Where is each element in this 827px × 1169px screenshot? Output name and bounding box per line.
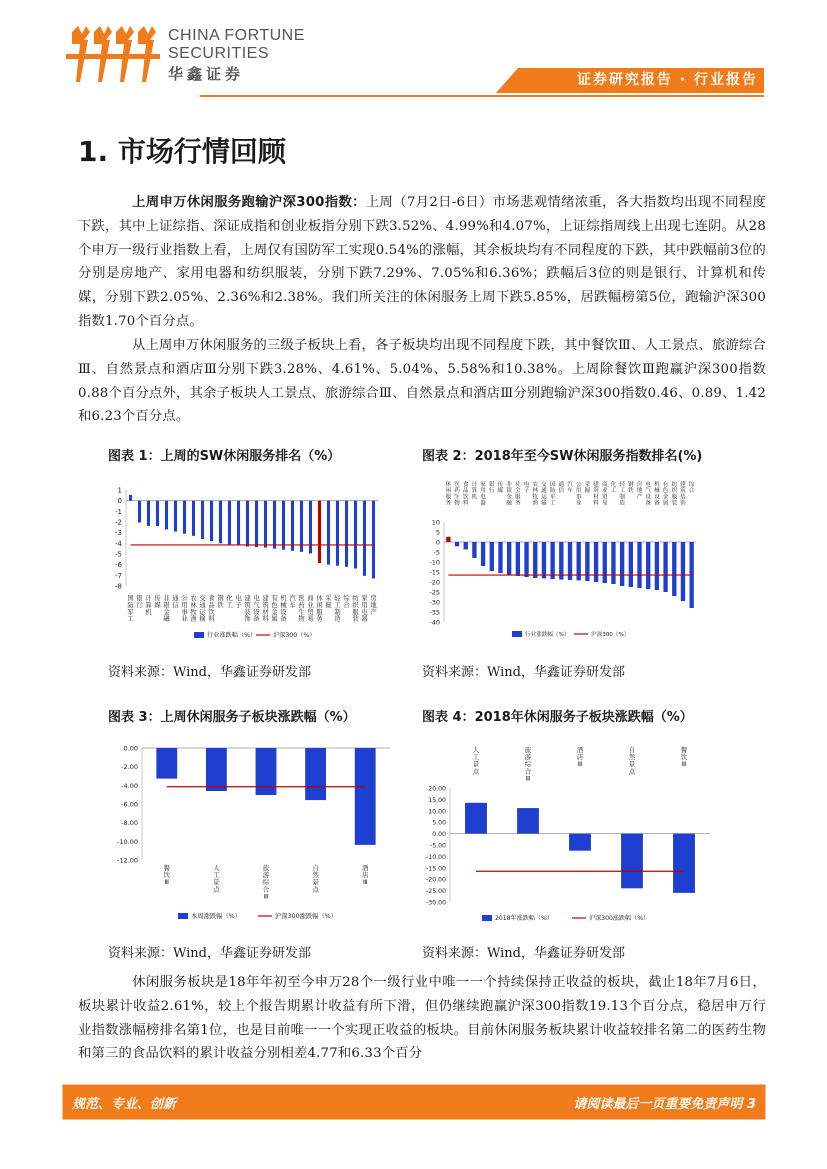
x-label-自然景点: 自然景点 <box>312 864 319 894</box>
bar-化工 <box>228 501 231 545</box>
x-label-轻工制造: 轻工制造 <box>619 482 625 507</box>
bar-公用事业 <box>183 501 186 534</box>
x-label-有色金属: 有色金属 <box>271 595 278 623</box>
bar-旅游综合Ⅲ <box>256 748 277 795</box>
y-tick-label: -20.00 <box>426 876 446 884</box>
x-label-传媒: 传媒 <box>497 482 504 495</box>
bar-国防军工 <box>550 542 554 579</box>
report-type-text: 证券研究报告 · 行业报告 <box>576 72 758 88</box>
x-label-钢铁: 钢铁 <box>628 482 634 495</box>
x-label-汽车: 汽车 <box>289 595 296 609</box>
bar-银行 <box>138 501 141 523</box>
y-tick-label: -40 <box>429 618 440 627</box>
x-label-建筑装饰: 建筑装饰 <box>244 595 251 623</box>
bar-电子 <box>524 542 528 577</box>
x-label-化工: 化工 <box>610 482 617 495</box>
bar-人工景点 <box>206 748 227 791</box>
bar-机械设备 <box>655 542 659 590</box>
section-title: 1. 市场行情回顾 <box>78 135 286 168</box>
y-tick-label: -4.00 <box>121 781 138 790</box>
x-label-电子: 电子 <box>523 482 530 495</box>
y-tick-label: -8.00 <box>121 819 138 828</box>
bar-医药生物 <box>300 501 303 552</box>
bar-酒店Ⅲ <box>569 834 591 851</box>
bar-计算机 <box>147 501 150 526</box>
bar-休闲服务 <box>318 501 321 563</box>
figure-4-chart <box>420 738 715 928</box>
paragraph-2 <box>78 334 766 429</box>
brand-name-en-line1: CHINA FORTUNE <box>168 27 305 44</box>
y-tick-label: -8 <box>115 582 122 591</box>
bar-建筑材料 <box>594 542 598 582</box>
bar-通信 <box>174 501 177 532</box>
bar-食品饮料 <box>464 542 468 549</box>
x-label-酒店Ⅲ: 酒店 Ⅲ <box>361 864 369 887</box>
banner-slant <box>496 68 518 93</box>
bar-轻工制造 <box>336 501 339 566</box>
bar-电子 <box>237 501 240 546</box>
x-label-交通运输: 交通运输 <box>541 482 547 507</box>
legend-bar-swatch <box>178 913 188 919</box>
x-label-计算机: 计算机 <box>145 595 152 616</box>
bar-采掘 <box>327 501 330 565</box>
y-tick-label: -1 <box>115 507 122 516</box>
company-logo-icon <box>64 24 160 84</box>
bar-建筑装饰 <box>246 501 249 547</box>
figure-2-chart <box>420 478 710 642</box>
bar-非银金融 <box>165 501 168 530</box>
x-label-社会服务: 社会服务 <box>515 482 521 507</box>
x-label-自然景点: 自然景点 <box>628 746 636 776</box>
x-label-家用电器: 家用电器 <box>480 482 486 507</box>
figure-3-svg <box>106 738 396 928</box>
y-tick-label: -2.00 <box>121 763 138 772</box>
y-tick-label: -5 <box>433 548 440 557</box>
x-label-休闲服务: 休闲服务 <box>445 482 452 507</box>
x-label-休闲服务: 休闲服务 <box>316 595 323 623</box>
y-tick-label: -10.00 <box>117 837 138 846</box>
y-tick-label: 5.00 <box>432 819 446 827</box>
x-label-商业贸易: 商业贸易 <box>601 482 608 507</box>
figure-2-svg <box>420 478 710 642</box>
bar-社会服务 <box>516 542 520 576</box>
figure-4-title: 图表 4：2018年休闲服务子板块涨跌幅（%） <box>422 710 693 725</box>
paragraph-1 <box>78 191 766 334</box>
legend-bar-swatch <box>194 632 204 638</box>
x-label-建筑材料: 建筑材料 <box>593 482 599 507</box>
bar-酒店Ⅲ <box>355 748 376 845</box>
x-label-纺织服装: 纺织服装 <box>671 482 678 507</box>
figure-1-source: 资料来源：Wind，华鑫证券研发部 <box>108 665 311 680</box>
x-label-银行: 银行 <box>488 482 495 495</box>
bar-家用电器 <box>363 501 366 576</box>
y-tick-label: -4 <box>115 539 122 548</box>
x-label-餐饮Ⅲ: 餐饮 Ⅲ <box>680 746 688 769</box>
bar-家用电器 <box>481 542 485 566</box>
y-tick-label: -20 <box>429 578 440 587</box>
y-tick-label: -15.00 <box>426 865 446 873</box>
figure-1-chart <box>106 474 388 644</box>
figure-1-svg <box>106 474 388 644</box>
paragraph-3 <box>78 971 766 1066</box>
bar-农林牧渔 <box>192 501 195 536</box>
legend-line-label: 沪深300涨跌幅（%） <box>589 915 650 922</box>
brand-name-cn: 华鑫证券 <box>168 65 245 83</box>
bar-商业贸易 <box>603 542 607 583</box>
bar-有色金属 <box>273 501 276 549</box>
bar-休闲服务 <box>446 537 450 542</box>
x-label-公用事业: 公用事业 <box>575 482 582 507</box>
bar-旅游综合Ⅲ <box>517 808 539 834</box>
x-label-农林牧渔: 农林牧渔 <box>532 482 539 507</box>
x-label-综合: 综合 <box>688 482 695 495</box>
x-label-人工景点: 人工景点 <box>213 864 220 894</box>
y-tick-label: -5.00 <box>429 842 446 850</box>
y-tick-label: -7 <box>115 571 122 580</box>
paragraph-2-body: 从上周申万休闲服务的三级子板块上看，各子板块均出现不同程度下跌，其中餐饮Ⅲ、人工景点、旅游综合Ⅲ、自然景点和酒店Ⅲ分别下跌3.28%、4.61%、5.04%、5.58%和10.38%。上周除餐饮Ⅲ跑赢沪深300指数0.88个百分点外，其余子板块人工景点、旅游综合Ⅲ、自然景点和酒店Ⅲ分别跑输沪深300指数0.46、0.89、1.42和6.23个百分点。 <box>78 338 766 425</box>
y-tick-label: 0.00 <box>432 831 446 839</box>
x-label-国防军工: 国防军工 <box>549 482 556 507</box>
legend-line-label: 沪深300涨跌幅（%） <box>275 913 338 920</box>
bar-房地产 <box>372 501 375 579</box>
x-label-银行: 银行 <box>136 595 143 609</box>
x-label-采掘: 采掘 <box>584 482 591 495</box>
figure-4-svg <box>420 738 715 928</box>
bar-交通运输 <box>542 542 546 578</box>
y-tick-label: 1 <box>117 486 122 495</box>
y-tick-label: -10 <box>429 558 440 567</box>
bar-建筑材料 <box>264 501 267 548</box>
y-tick-label: -30 <box>429 598 440 607</box>
bar-综合 <box>345 501 348 567</box>
x-label-非银金融: 非银金融 <box>163 595 170 623</box>
bar-国防军工 <box>129 495 132 501</box>
x-label-交通运输: 交通运输 <box>199 595 206 623</box>
bar-通信 <box>559 542 563 580</box>
x-label-医药生物: 医药生物 <box>454 482 460 507</box>
x-label-通信: 通信 <box>172 595 179 609</box>
y-tick-label: -6 <box>115 561 122 570</box>
bar-自然景点 <box>305 748 326 800</box>
bar-农林牧渔 <box>533 542 537 578</box>
bar-化工 <box>611 542 615 584</box>
figure-1-title: 图表 1：上周的SW休闲服务排名（%） <box>108 449 341 464</box>
x-label-机械设备: 机械设备 <box>654 482 660 507</box>
y-tick-label: -5 <box>115 550 122 559</box>
bar-钢铁 <box>219 501 222 544</box>
bar-非银金融 <box>507 542 511 575</box>
x-label-传媒: 传媒 <box>154 595 161 609</box>
legend-bar-label: 行业涨跌幅（%） <box>207 632 257 639</box>
x-label-餐饮Ⅲ: 餐饮 Ⅲ <box>163 864 171 887</box>
legend-bar-swatch <box>482 915 492 921</box>
legend-line-label: 沪深300（%） <box>591 632 630 638</box>
y-tick-label: -3 <box>115 529 122 538</box>
bar-餐饮Ⅲ <box>156 748 177 779</box>
figure-3-chart <box>106 738 396 928</box>
figure-2-source: 资料来源：Wind，华鑫证券研发部 <box>422 665 625 680</box>
y-tick-label: 15.00 <box>428 796 446 804</box>
brand-name-en-line2: SECURITIES <box>168 45 270 62</box>
x-label-采掘: 采掘 <box>325 595 332 609</box>
legend-bar-swatch <box>512 631 522 637</box>
x-label-旅游综合Ⅲ: 旅游综合 Ⅲ <box>262 864 270 901</box>
bar-钢铁 <box>629 542 633 587</box>
bar-计算机 <box>472 542 476 558</box>
figure-2-title: 图表 2：2018年至今SW休闲服务指数排名(%) <box>422 449 703 464</box>
x-label-酒店Ⅲ: 酒店 Ⅲ <box>576 746 584 769</box>
bar-食品饮料 <box>210 501 213 542</box>
legend-line-label: 沪深300（%） <box>273 632 316 639</box>
y-tick-label: 10.00 <box>428 808 446 816</box>
y-tick-label: 5 <box>435 528 440 537</box>
x-label-国防军工: 国防军工 <box>127 595 134 623</box>
x-label-家用电器: 家用电器 <box>361 595 368 623</box>
y-tick-label: -6.00 <box>121 800 138 809</box>
y-tick-label: -10.00 <box>426 853 446 861</box>
bar-电气设备 <box>255 501 258 547</box>
bar-有色金属 <box>663 542 667 592</box>
x-label-农林牧渔: 农林牧渔 <box>190 595 197 623</box>
x-label-有色金属: 有色金属 <box>662 482 669 507</box>
bar-交通运输 <box>201 501 204 539</box>
x-label-非银金融: 非银金融 <box>506 482 512 507</box>
paragraph-1-lead: 上周申万休闲服务跑输沪深300指数： <box>132 195 366 210</box>
x-label-钢铁: 钢铁 <box>217 595 224 609</box>
legend-bar-label: 行业涨跌幅（%） <box>525 632 570 638</box>
x-label-化工: 化工 <box>226 595 233 609</box>
x-label-房地产: 房地产 <box>370 595 377 616</box>
bar-银行 <box>490 542 494 571</box>
legend-bar-label: 本周涨跌幅（%） <box>191 913 242 920</box>
x-label-计算机: 计算机 <box>471 482 478 501</box>
y-tick-label: 0 <box>435 538 440 547</box>
bar-传媒 <box>498 542 502 573</box>
y-tick-label: -15 <box>429 568 440 577</box>
y-tick-label: -25.00 <box>426 888 446 896</box>
paragraph-3-body: 休闲服务板块是18年年初至今申万28个一级行业中唯一一个持续保持正收益的板块，截止18年7月6日，板块累计收益2.61%，较上个报告期累计收益有所下滑，但仍继续跑赢沪深300指数19.13个百分点，稳居申万行业指数涨幅榜排名第1位，也是目前唯一一个实现正收益的板块。目前休闲服务板块累计收益较排名第二的医药生物和第三的食品饮料的累计收益分别相差4.77和6.33个百分 <box>78 975 766 1062</box>
y-tick-label: 20.00 <box>428 785 446 793</box>
figure-3-source: 资料来源：Wind，华鑫证券研发部 <box>108 946 311 961</box>
x-label-医药生物: 医药生物 <box>298 595 305 623</box>
bar-自然景点 <box>621 834 643 889</box>
bar-餐饮Ⅲ <box>673 834 695 893</box>
y-tick-label: 0.00 <box>123 744 138 753</box>
x-label-电气设备: 电气设备 <box>253 595 260 623</box>
y-tick-label: -25 <box>429 588 440 597</box>
footer-slogan: 规范、专业、创新 <box>72 1097 177 1112</box>
x-label-食品饮料: 食品饮料 <box>208 595 215 623</box>
x-label-房地产: 房地产 <box>636 482 643 501</box>
x-label-食品饮料: 食品饮料 <box>462 482 469 507</box>
bar-纺织服装 <box>672 542 676 596</box>
x-label-纺织服装: 纺织服装 <box>352 595 359 623</box>
x-label-商业贸易: 商业贸易 <box>307 595 314 623</box>
x-label-建筑材料: 建筑材料 <box>262 595 269 623</box>
x-label-电气设备: 电气设备 <box>645 482 652 507</box>
bar-汽车 <box>568 542 572 580</box>
bar-人工景点 <box>465 803 487 834</box>
figure-3-title: 图表 3：上周休闲服务子板块涨跌幅（%） <box>108 710 356 725</box>
x-label-公用事业: 公用事业 <box>181 595 188 623</box>
bar-轻工制造 <box>620 542 624 586</box>
x-label-旅游综合Ⅲ: 旅游综合 Ⅲ <box>524 746 532 783</box>
bar-医药生物 <box>455 542 459 546</box>
footer-disclaimer-page: 请阅读最后一页重要免责声明 3 <box>573 1097 756 1112</box>
y-tick-label: 0 <box>117 497 122 506</box>
x-label-汽车: 汽车 <box>567 482 573 495</box>
bar-房地产 <box>637 542 641 588</box>
bar-机械设备 <box>282 501 285 550</box>
x-label-机械设备: 机械设备 <box>280 595 287 623</box>
y-tick-label: -30.00 <box>426 899 446 907</box>
bar-电气设备 <box>646 542 650 589</box>
y-tick-label: -35 <box>429 608 440 617</box>
bar-纺织服装 <box>354 501 357 569</box>
paragraph-1-body: 上周（7月2日-6日）市场悲观情绪浓重，各大指数均出现不同程度下跌，其中上证综指、深证成指和创业板指分别下跌3.52%、4.99%和4.07%，上证综指周线上出现七连阴。从28个申万一级行业指数上看，上周仅有国防军工实现0.54%的涨幅，其余板块均有不同程度的下跌，其中跌幅前3位的分别是房地产、家用电器和纺织服装，分别下跌7.29%、7.05%和6.36%；跌幅后3位的则是银行、计算机和传媒，分别下跌2.05%、2.36%和2.38%。我们所关注的休闲服务上周下跌5.85%，居跌幅榜第5位，跑输沪深300指数1.70个百分点。 <box>78 195 767 329</box>
bar-商业贸易 <box>309 501 312 554</box>
y-tick-label: 10 <box>431 518 440 527</box>
x-label-建筑装饰: 建筑装饰 <box>680 482 686 507</box>
bar-传媒 <box>156 501 159 526</box>
x-label-人工景点: 人工景点 <box>472 746 480 776</box>
legend-bar-label: 2018年涨跌幅（%） <box>495 915 553 922</box>
bar-建筑装饰 <box>681 542 685 601</box>
header-rule <box>200 95 764 97</box>
y-tick-label: -12.00 <box>117 856 138 865</box>
x-label-综合: 综合 <box>343 595 350 609</box>
bar-汽车 <box>291 501 294 551</box>
x-label-轻工制造: 轻工制造 <box>334 595 341 623</box>
y-tick-label: -2 <box>115 518 122 527</box>
x-label-通信: 通信 <box>558 482 565 495</box>
figure-4-source: 资料来源：Wind，华鑫证券研发部 <box>422 946 625 961</box>
x-label-电子: 电子 <box>235 595 242 609</box>
